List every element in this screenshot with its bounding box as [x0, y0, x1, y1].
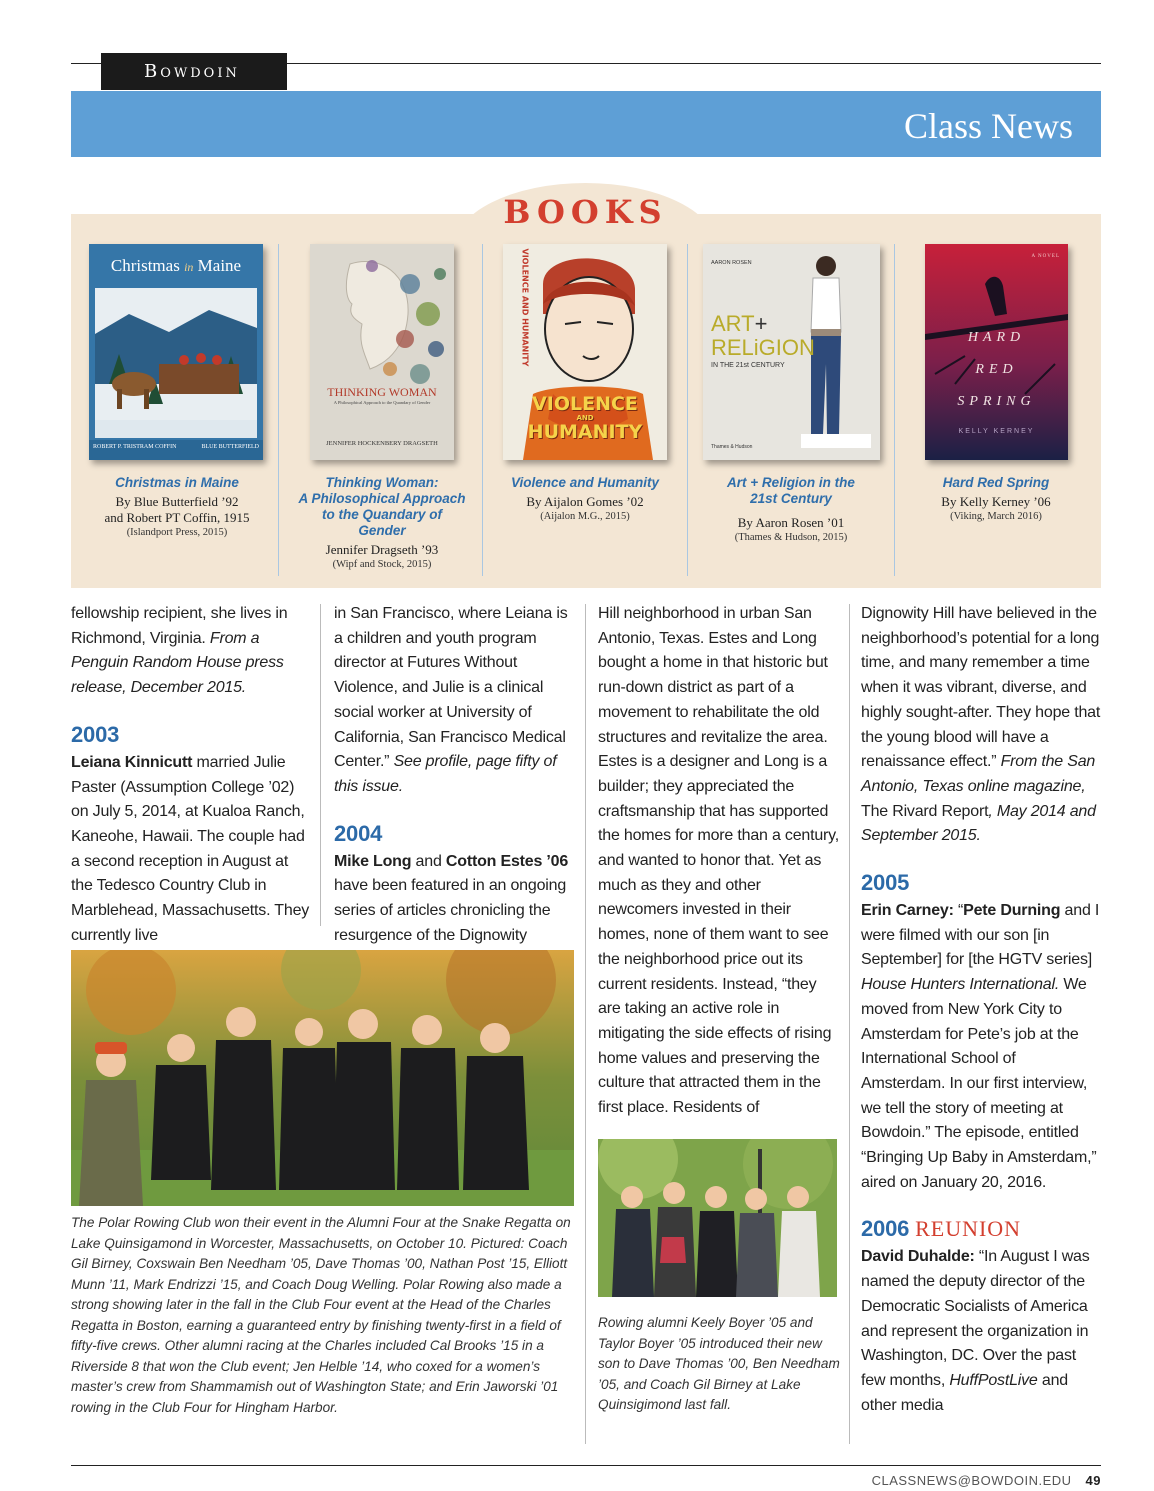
cover-title: VIOLENCE AND HUMANITY — [527, 393, 643, 443]
books-heading: BOOKS — [503, 193, 668, 231]
book-divider — [894, 244, 895, 576]
book-caption — [488, 475, 682, 523]
cover-subtitle: IN THE 21st CENTURY — [711, 362, 785, 369]
cover-title: ART+ RELiGION — [711, 311, 815, 360]
column-rule — [320, 604, 321, 926]
book-title: Hard Red Spring — [942, 475, 1050, 490]
cover-illustration — [310, 244, 454, 460]
book-divider — [278, 244, 279, 576]
cover-spine-text: VIOLENCE AND HUMANITY — [520, 248, 530, 367]
class-year-heading: 2004 — [334, 820, 383, 846]
column-4 — [861, 602, 1103, 1418]
section-title: Class News — [904, 106, 1073, 146]
book-divider — [482, 244, 483, 576]
book-title: Christmas in Maine — [115, 475, 239, 490]
book-caption — [86, 475, 268, 539]
page-number: 49 — [1085, 1473, 1101, 1488]
column-2 — [334, 602, 576, 948]
paragraph: Erin Carney: “Pete Durning and I were filmed with our son [in September] for [the HGTV series] House Hunters International. We moved from New York City to Amsterdam for Pete’s job at the International School of Amsterdam. In our first interview, we tell the story of meeting at Bowdoin.” The episode, entitled “Bringing Up Baby in Amsterdam,” aired on January 20, 2016. — [861, 902, 1100, 1191]
photo-caption: The Polar Rowing Club won their event in the Alumni Four at the Snake Regatta on Lake Quinsigamond in Worcester, Massachusetts, on October 10. Pictured: Coach Gil Birney, Coxswain Ben Needham ’05, Dave Thomas ’00, Nathan Post ’15, Elliott Munn ’11, Mark Endrizzi ’15, and Coach Doug Welling. Polar Rowing also made a strong showing later in the fall in the Club Four event at the Head of the Charles Regatta in Boston, earning a guaranteed entry by finishing twenty-first in a field of fifty-five crews. Other alumni racing at the Charles included Cal Brooks ’15 in a Riverside 8 that won the Club event; Jen Helble ’14, who coxed for a women’s master’s crew from Shammamish out of Washington State; and Erin Jaworski ’01 rowing in the Club Four for Hingham Harbor. — [71, 1215, 571, 1415]
paragraph: fellowship recipient, she lives in Richmond, Virginia. From a Penguin Random House press release, December 2015. — [71, 605, 288, 697]
column-rule — [585, 604, 586, 1444]
book-author: Jennifer Dragseth ’93 — [325, 542, 439, 557]
column-1 — [71, 602, 311, 948]
cover-title: HARD RED SPRING — [957, 330, 1036, 409]
cover-illustration — [89, 244, 263, 460]
book-divider — [687, 244, 688, 576]
cover-author: KELLY KERNEY — [958, 428, 1035, 435]
book-caption — [284, 475, 480, 571]
book-author: By Kelly Kerney ’06 — [941, 494, 1051, 509]
cover-label: A NOVEL — [1031, 254, 1060, 259]
section-banner — [71, 91, 1101, 157]
paragraph: Hill neighborhood in urban San Antonio, Texas. Estes and Long bought a home in that historic but run-down district as part of a movement to rehabilitate the old structures and revitalize the area. Estes is a designer and Long is a builder; they appreciated the craftsmanship that has supported the homes for more than a century, and wanted to honor that. Yet as much as they and other newcomers invested in their homes, none of them want to see the neighborhood price out its current residents. Instead, “they are taking an active role in mitigating the side effects of rising home values and preserving the culture that attracted them in the first place. Residents of — [598, 605, 840, 1117]
cover-subtitle: A Philosophical Approach to the Quandary of Gender — [333, 400, 431, 405]
book-publisher: (Thames & Hudson, 2015) — [734, 532, 848, 543]
book-cover-hard-red-spring — [925, 244, 1068, 460]
column-rule — [849, 604, 850, 1444]
book-caption — [693, 475, 889, 544]
book-cover-violence-and-humanity — [503, 244, 667, 460]
book-cover-christmas-in-maine — [89, 244, 263, 460]
photo-image — [71, 950, 574, 1206]
cover-title: THINKING WOMAN — [327, 385, 437, 399]
footer-email: CLASSNEWS@BOWDOIN.EDU — [871, 1473, 1072, 1488]
book-publisher: (Wipf and Stock, 2015) — [332, 559, 432, 570]
cover-author: JENNIFER HOCKENBERY DRAGSETH — [326, 440, 438, 447]
book-title: Art + Religion in the 21st Century — [727, 475, 855, 506]
book-publisher: (Islandport Press, 2015) — [126, 527, 228, 538]
cover-credits: ROBERT P. TRISTRAM COFFIN BLUE BUTTERFIELD — [93, 444, 259, 450]
footer — [872, 1473, 1101, 1488]
cover-publisher: Thames & Hudson — [711, 444, 753, 450]
book-publisher: (Viking, March 2016) — [950, 511, 1042, 522]
class-year-heading: 2006 REUNION — [861, 1216, 1022, 1242]
paragraph: Leiana Kinnicutt married Julie Paster (Assumption College ’02) on July 5, 2014, at Kualoa Ranch, Kaneohe, Hawaii. The couple had a second reception in August at the Tedesco Country Club in Marblehead, Massachusetts. They currently live — [71, 753, 310, 944]
masthead: Bowdoin — [101, 53, 287, 90]
class-year-heading: 2005 — [861, 870, 910, 896]
book-cover-art-religion — [703, 244, 880, 460]
book-author: By Aijalon Gomes ’02 — [526, 494, 644, 509]
footer-rule — [71, 1465, 1101, 1466]
paragraph: Mike Long and Cotton Estes ’06 have been featured in an ongoing series of articles chronicling the resurgence of the Dignowity — [334, 852, 569, 944]
book-caption — [900, 475, 1092, 523]
book-author: By Blue Butterfield ’92 and Robert PT Coffin, 1915 — [104, 494, 250, 525]
class-year-heading: 2003 — [71, 721, 120, 747]
column-3 — [598, 602, 840, 1121]
photo-image — [598, 1139, 837, 1297]
book-publisher: (Aijalon M.G., 2015) — [540, 511, 630, 522]
paragraph: Dignowity Hill have believed in the neighborhood’s potential for a long time, and many remember a time when it was vibrant, diverse, and highly sought-after. They hope that the young blood will have a renaissance effect.” From the San Antonio, Texas online magazine, The Rivard Report, May 2014 and September 2015. — [861, 605, 1101, 845]
photo-rowing-club — [71, 950, 574, 1206]
photo-caption: Rowing alumni Keely Boyer ’05 and Taylor Boyer ’05 introduced their new son to Dave Thomas ’00, Ben Needham ’05, and Coach Gil Birney at Lake Quinsigimond last fall. — [598, 1315, 840, 1412]
book-author: By Aaron Rosen ’01 — [737, 515, 845, 530]
paragraph: David Duhalde: “In August I was named the deputy director of the Democratic Socialists of America and represent the organization in Washington, DC. Over the past few months, HuffPostLive and other media — [861, 1248, 1090, 1414]
paragraph: in San Francisco, where Leiana is a children and youth program director at Futures Without Violence, and Julie is a clinical social worker at University of California, San Francisco Medical Center.” See profile, page fifty of this issue. — [334, 605, 568, 795]
book-title: Thinking Woman: A Philosophical Approach to the Quandary of Gender — [298, 475, 466, 538]
cover-title: Christmas in Maine — [110, 256, 242, 275]
book-title: Violence and Humanity — [510, 475, 660, 490]
book-cover-thinking-woman — [310, 244, 454, 460]
photo-rowing-alumni — [598, 1139, 837, 1297]
cover-author: AARON ROSEN — [711, 260, 752, 266]
